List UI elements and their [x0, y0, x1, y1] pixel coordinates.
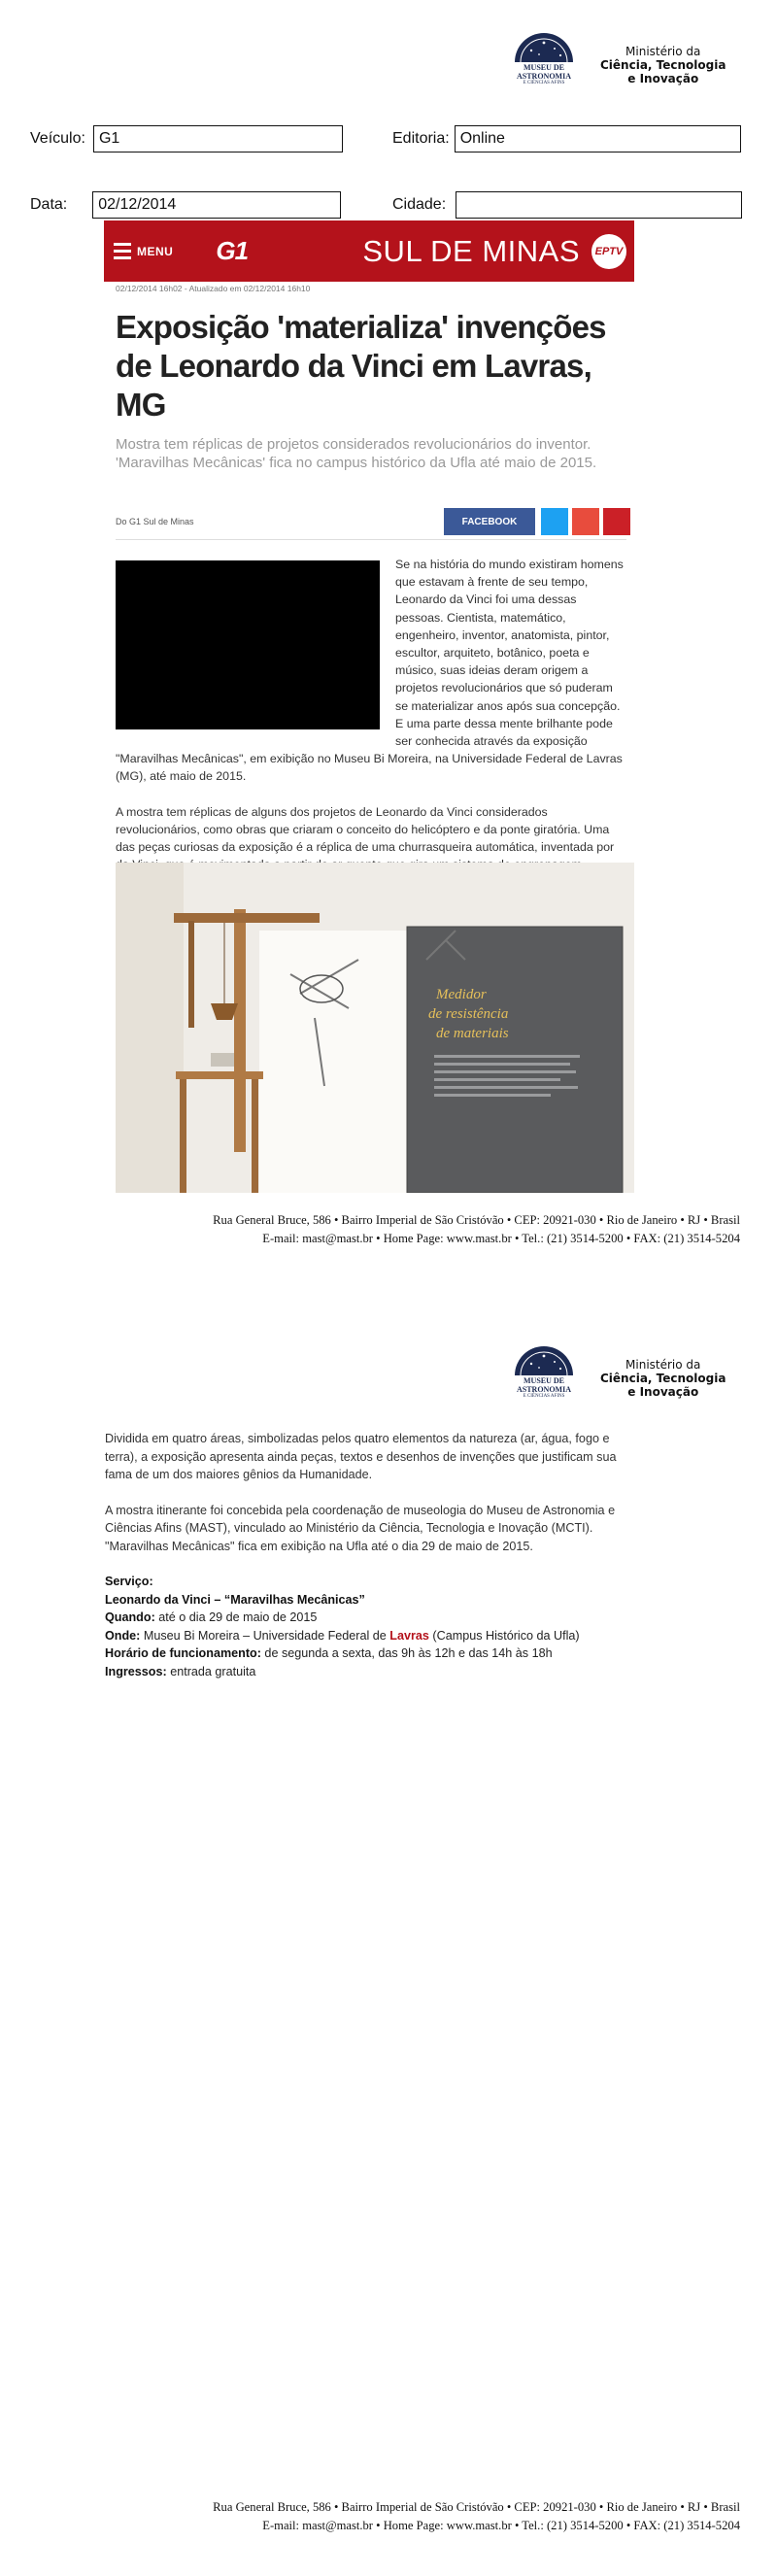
exhibition-photo-illustration [116, 863, 634, 1193]
ministry-line2: Ciência, Tecnologia [600, 58, 726, 72]
service-onde: Onde: Museu Bi Moreira – Universidade Federal de Lavras (Campus Histórico da Ufla) [105, 1628, 580, 1643]
editoria-row [392, 125, 741, 153]
pinterest-share-button[interactable] [603, 508, 630, 535]
footer-address: Rua General Bruce, 586 • Bairro Imperial de São Cristóvão • CEP: 20921-030 • Rio de Janeiro • RJ • Brasil [213, 1213, 740, 1227]
divider [116, 539, 626, 540]
service-horario: Horário de funcionamento: de segunda a sexta, das 9h às 12h e das 14h às 18h [105, 1646, 553, 1660]
data-field[interactable]: 02/12/2014 [92, 191, 341, 219]
event-title: Leonardo da Vinci – “Maravilhas Mecânicas” [105, 1592, 365, 1607]
veiculo-label: Veículo: [30, 130, 85, 147]
clipping-page-2 [0, 1288, 777, 2576]
museum-logo [505, 1342, 583, 1414]
g1-logo[interactable]: G1 [216, 236, 249, 265]
ministry-name [600, 1358, 726, 1399]
exhibition-photo [116, 863, 634, 1193]
article-paragraph: A mostra tem réplicas de alguns dos projetos de Leonardo da Vinci considerados revolucionários, como obras que criaram o conceito do helicóptero e da ponte giratória. Uma das peças curiosas da exposição é a réplica de uma churrasqueira automática, inventada por [116, 804, 615, 855]
service-heading: Serviço: [105, 1575, 153, 1588]
veiculo-row [30, 125, 343, 153]
video-player[interactable] [116, 560, 380, 729]
article-paragraph: Se na história do mundo existiram homens que estavam à frente de seu tempo, Leonardo da Vinci foi uma dessas pessoas. Cientista, matemático, engenheiro, inventor, anatomista, pintor, escultor, arquiteto, botânico, poeta e músico, suas ideias deram origem a projetos revolucionários que só puderam se materializar anos após sua concepção. E uma parte dessa mente brilhante pode ser conhecida através da exposição "Maravilhas Mecânicas", em exibição no Museu Bi Moreira, na Universidade Federal de Lavras (MG), até maio de 2015. [116, 558, 624, 784]
museum-logo [505, 29, 583, 101]
ministry-line2: Ciência, Tecnologia [600, 1372, 726, 1385]
byline: Do G1 Sul de Minas [116, 517, 194, 526]
museum-dome-icon [510, 29, 578, 62]
editoria-field[interactable]: Online [455, 125, 741, 153]
footer-contact: E-mail: mast@mast.br • Home Page: www.mast.br • Tel.: (21) 3514-5200 • FAX: (21) 3514-5204 [262, 1232, 740, 1245]
google-plus-share-button[interactable] [572, 508, 599, 535]
page-footer [213, 1211, 740, 1248]
service-quando: Quando: até o dia 29 de maio de 2015 [105, 1610, 318, 1624]
ministry-name [600, 45, 726, 85]
veiculo-field[interactable]: G1 [93, 125, 343, 153]
letterhead [505, 29, 758, 101]
menu-icon[interactable] [114, 243, 131, 259]
lavras-link[interactable]: Lavras [389, 1628, 429, 1643]
cidade-label: Cidade: [392, 196, 447, 213]
museum-dome-icon [510, 1342, 578, 1375]
region-title: SUL DE MINAS [362, 233, 580, 268]
eptv-logo: EPTV [591, 234, 626, 269]
article-headline: Exposição 'materializa' invenções de Leonardo da Vinci em Lavras, MG [116, 309, 606, 423]
museum-name: MUSEU DE ASTRONOMIA E CIÊNCIAS AFINS [516, 63, 571, 85]
ministry-line3: e Inovação [627, 1385, 699, 1399]
cidade-field[interactable] [456, 191, 742, 219]
photo-panel-line2: de resistência [428, 1006, 509, 1022]
article-continuation [105, 1430, 629, 1680]
data-label: Data: [30, 196, 68, 213]
menu-label[interactable]: MENU [137, 244, 174, 258]
museum-name: MUSEU DE ASTRONOMIA E CIÊNCIAS AFINS [516, 1376, 571, 1399]
service-info [105, 1573, 629, 1680]
article-paragraph: Dividida em quatro áreas, simbolizadas pelos quatro elementos da natureza (ar, água, fogo e terra), a exposição apresenta ainda peças, textos e desenhos de invenções que justificam sua fama de um dos maiores gênios da Humanidade. [105, 1432, 617, 1481]
footer-contact: E-mail: mast@mast.br • Home Page: www.mast.br • Tel.: (21) 3514-5200 • FAX: (21) 3514-5204 [262, 2519, 740, 2532]
facebook-share-button[interactable]: FACEBOOK [444, 508, 535, 535]
service-ingressos: Ingressos: entrada gratuita [105, 1664, 256, 1678]
page-footer [213, 2498, 740, 2535]
g1-header-bar [104, 220, 634, 282]
article-body [116, 556, 626, 873]
cidade-row [392, 191, 742, 219]
ministry-line3: e Inovação [627, 72, 699, 85]
twitter-share-button[interactable] [541, 508, 568, 535]
editoria-label: Editoria: [392, 130, 450, 147]
share-bar [104, 508, 634, 537]
photo-panel-line3: de materiais [436, 1026, 509, 1041]
data-row [30, 191, 341, 219]
article-datestamp: 02/12/2014 16h02 - Atualizado em 02/12/2014 16h10 [116, 284, 311, 293]
ministry-line1: Ministério da [625, 1358, 701, 1372]
article-paragraph: A mostra itinerante foi concebida pela coordenação de museologia do Museu de Astronomia e Ciências Afins (MAST), vinculado ao Ministério da Ciência, Tecnologia e Inovação (MCTI). "Maravilhas Mecânicas" fica em exibição na Ufla até o dia 29 de maio de 2015. [105, 1503, 616, 1553]
photo-panel-line1: Medidor [436, 987, 487, 1002]
footer-address: Rua General Bruce, 586 • Bairro Imperial de São Cristóvão • CEP: 20921-030 • Rio de Janeiro • RJ • Brasil [213, 2500, 740, 2514]
letterhead [505, 1342, 758, 1414]
article-clipping [104, 220, 634, 1193]
article-subhead: Mostra tem réplicas de projetos considerados revolucionários do inventor. 'Maravilhas Mecânicas' fica no campus histórico da Ufla até maio de 2015. [116, 436, 597, 471]
ministry-line1: Ministério da [625, 45, 701, 58]
